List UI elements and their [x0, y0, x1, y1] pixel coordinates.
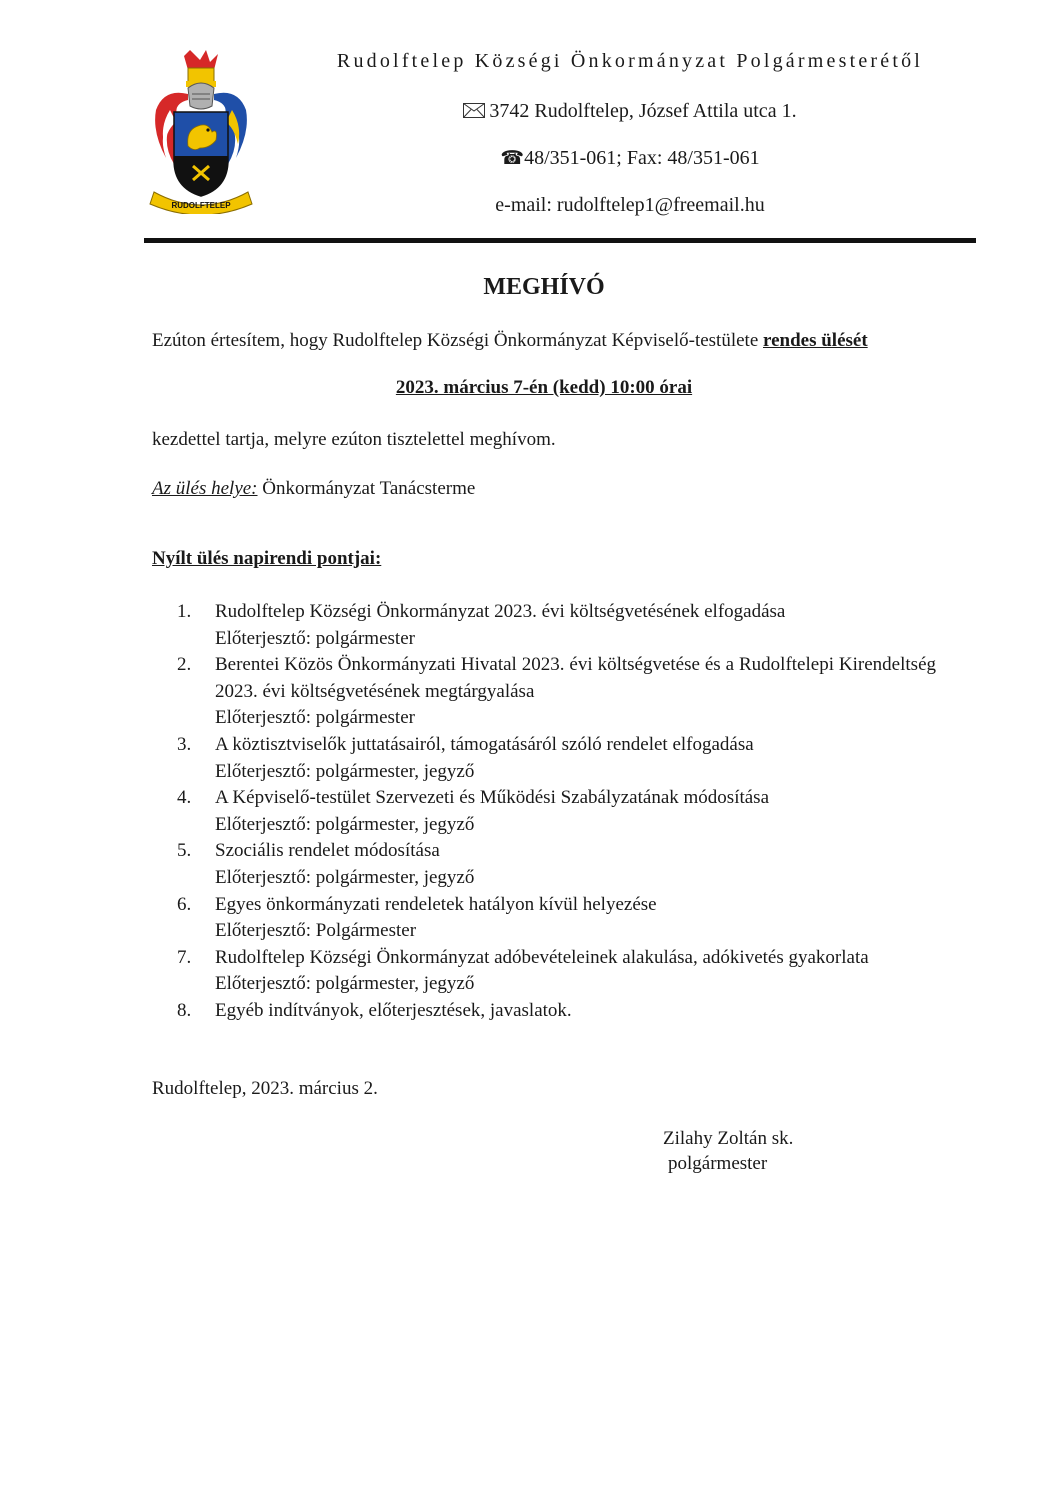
meeting-location	[152, 476, 936, 501]
signatory-role: polgármester	[668, 1153, 768, 1174]
agenda-item-title: Egyéb indítványok, előterjesztések, javaslatok.	[215, 999, 572, 1021]
meeting-datetime: 2023. március 7-én (kedd) 10:00 órai	[395, 377, 693, 398]
agenda-item	[152, 892, 936, 945]
intro-text: Ezúton értesítem, hogy Rudolftelep Községi Önkormányzat Képviselő-testülete	[152, 330, 763, 351]
envelope-icon	[463, 101, 485, 123]
agenda-item-presenter: Előterjesztő: polgármester, jegyző	[215, 760, 475, 782]
start-text: kezdettel tartja, melyre ezúton tisztelettel meghívom.	[152, 429, 556, 450]
address-text: 3742 Rudolftelep, József Attila utca 1.	[489, 100, 797, 122]
letterhead-email[interactable]	[270, 194, 990, 217]
agenda-item-number: 4.	[177, 787, 192, 809]
agenda-item-title: Szociális rendelet módosítása	[215, 840, 440, 862]
agenda-item	[152, 785, 936, 838]
agenda-item-title: Egyes önkormányzati rendeletek hatályon kívül helyezése	[215, 893, 657, 915]
agenda-item	[152, 732, 936, 785]
agenda-item-number: 5.	[177, 840, 192, 862]
agenda-item-number: 6.	[177, 893, 192, 915]
email-text[interactable]: e-mail: rudolftelep1@freemail.hu	[495, 194, 765, 216]
agenda-item-title: A Képviselő-testület Szervezeti és Működési Szabályzatának módosítása	[215, 787, 770, 809]
agenda-item-presenter: Előterjesztő: polgármester, jegyző	[215, 973, 475, 995]
agenda-heading: Nyílt ülés napirendi pontjai:	[152, 548, 382, 569]
letterhead-phone	[270, 147, 990, 170]
signatory-name: Zilahy Zoltán sk.	[663, 1128, 794, 1149]
agenda-item-number: 7.	[177, 946, 192, 968]
letterhead-divider	[144, 238, 976, 243]
agenda-item-presenter: Előterjesztő: polgármester	[215, 627, 415, 649]
agenda-item-title: Rudolftelep Községi Önkormányzat adóbevételeinek alakulása, adókivetés gyakorlata	[215, 946, 869, 968]
intro-emphasis: rendes ülését	[763, 330, 868, 351]
agenda-list	[152, 599, 936, 1025]
phone-text: 48/351-061; Fax: 48/351-061	[524, 147, 760, 169]
agenda-item-presenter: Előterjesztő: polgármester, jegyző	[215, 813, 475, 835]
agenda-item-number: 8.	[177, 999, 192, 1021]
place-and-date: Rudolftelep, 2023. március 2.	[152, 1078, 378, 1099]
coat-of-arms-icon	[148, 48, 254, 214]
location-value: Önkormányzat Tanácsterme	[257, 478, 476, 499]
intro-paragraph	[152, 328, 936, 353]
agenda-item-presenter: Előterjesztő: polgármester	[215, 707, 415, 729]
signature-block	[663, 1126, 793, 1176]
agenda-item	[152, 599, 936, 652]
agenda-item	[152, 652, 936, 732]
telephone-icon: ☎	[500, 148, 525, 169]
agenda-item	[152, 998, 936, 1025]
agenda-item	[152, 945, 936, 998]
document-title: MEGHÍVÓ	[483, 274, 605, 300]
agenda-item-presenter: Előterjesztő: Polgármester	[215, 920, 417, 942]
agenda-item-number: 3.	[177, 733, 192, 755]
agenda-item-number: 2.	[177, 654, 192, 676]
location-label: Az ülés helye:	[152, 478, 258, 499]
agenda-item-title: Berentei Közös Önkormányzati Hivatal 2023. évi költségvetése és a Rudolftelepi Kirendeltség 2023. évi költségvetésének megtárgyalása	[215, 654, 936, 702]
letterhead-address	[270, 100, 990, 123]
crest-banner-text: RUDOLFTELEP	[171, 201, 231, 210]
agenda-item-presenter: Előterjesztő: polgármester, jegyző	[215, 866, 475, 888]
agenda-item-number: 1.	[177, 601, 192, 622]
letterhead-organization: Rudolftelep Községi Önkormányzat Polgármesterétől	[336, 50, 924, 72]
agenda-item-title: A köztisztviselők juttatásairól, támogatásáról szóló rendelet elfogadása	[215, 733, 754, 755]
agenda-item-title: Rudolftelep Községi Önkormányzat 2023. évi költségvetésének elfogadása	[215, 601, 786, 622]
agenda-item	[152, 838, 936, 891]
